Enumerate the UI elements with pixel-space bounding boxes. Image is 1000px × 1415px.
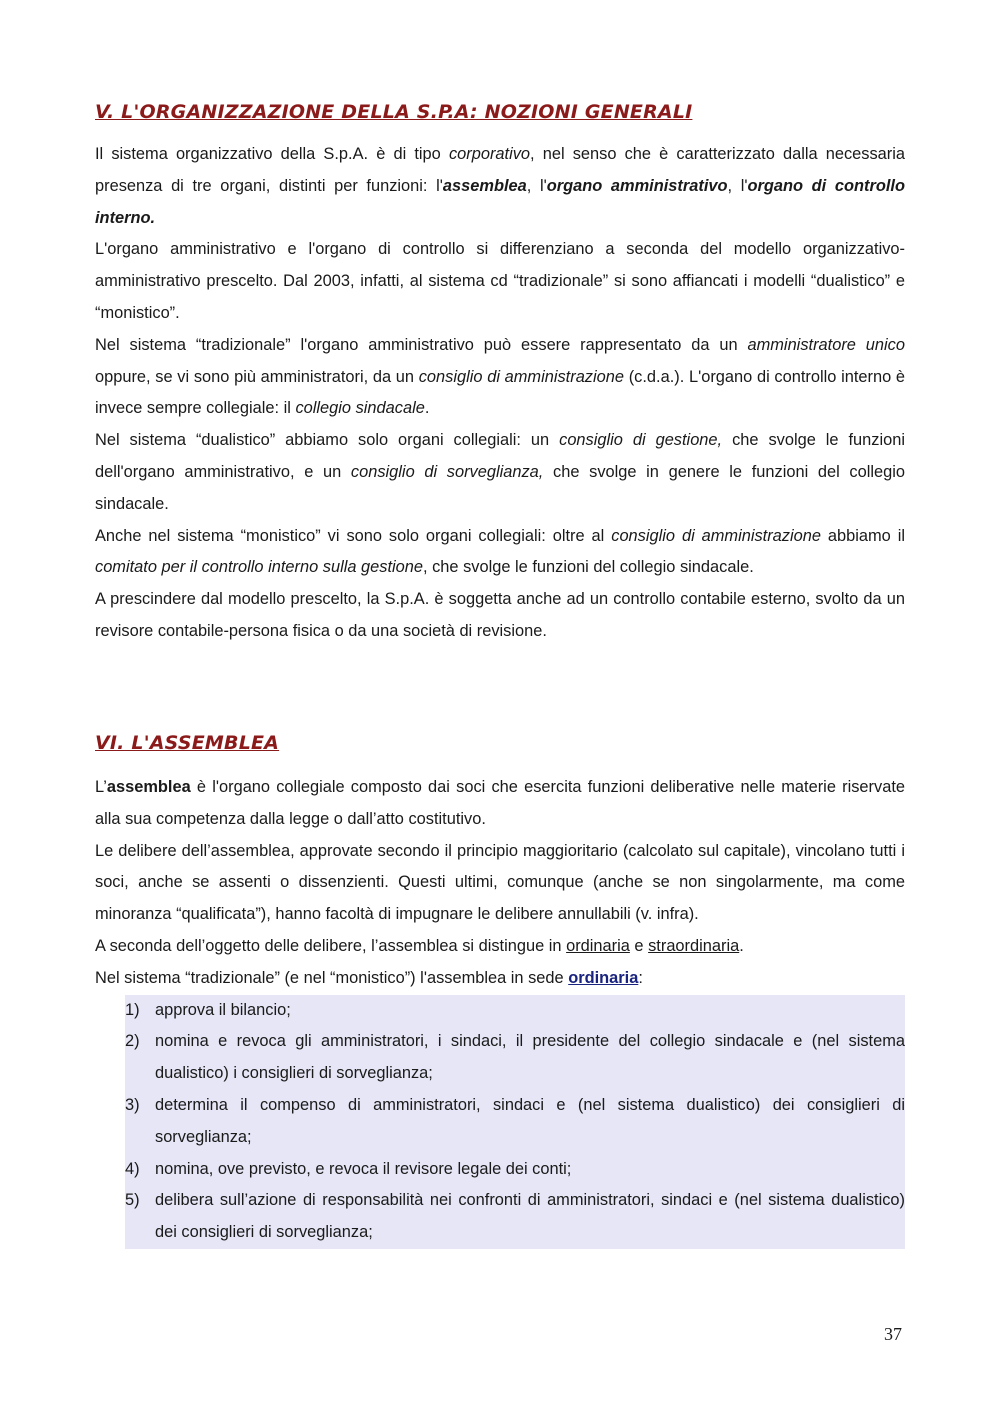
section-v-body (95, 139, 905, 648)
page-number: 37 (884, 1324, 902, 1344)
section-vi-body (95, 772, 905, 1249)
paragraph-delibere: Le delibere dell’assemblea, approvate secondo il principio maggioritario (calcolato sul capitale), vincolano tutti i soci, anche se assenti o dissenzienti. Questi ultimi, comunque (anche se non singolarmente, ma come minoranza “qualificata”), hanno facoltà di impugnare le delibere annullabili (v. infra). (95, 841, 905, 924)
list-item: 5) delibera sull’azione di responsabilità nei confronti di amministratori, sindaci e (nel sistema dualistico) dei consiglieri di sorveglianza; (125, 1185, 905, 1249)
competenze-list (95, 995, 905, 1249)
section-vi-heading: VI. L'ASSEMBLEA (95, 732, 280, 754)
straordinaria-term: straordinaria (648, 936, 740, 955)
paragraph-assemblea: L’assemblea è l'organo collegiale composto dai soci che esercita funzioni deliberative nelle materie riservate alla sua competenza dalla legge o dall’atto costitutivo. (95, 778, 905, 828)
paragraph-controllo-esterno: A prescindere dal modello prescelto, la S.p.A. è soggetta anche ad un controllo contabile esterno, svolto da un revisore contabile-persona fisica o da una società di revisione. (95, 590, 905, 640)
list-item: 3) determina il compenso di amministratori, sindaci e (nel sistema dualistico) dei consiglieri di sorveglianza; (125, 1090, 905, 1154)
section-v-heading: V. L'ORGANIZZAZIONE DELLA S.P.A: NOZIONI GENERALI (95, 101, 693, 123)
paragraph-sede-ordinaria: Nel sistema “tradizionale” (e nel “monistico”) l'assemblea in sede ordinaria: (95, 968, 643, 987)
paragraph-tradizionale: Nel sistema “tradizionale” l'organo amministrativo può essere rappresentato da un amministratore unico oppure, se vi sono più amministratori, da un consiglio di amministrazione (c.d.a.). L'organo di controllo interno è invece sempre collegiale: il collegio sindacale. (95, 335, 906, 418)
list-item: 2) nomina e revoca gli amministratori, i sindaci, il presidente del collegio sindacale e (nel sistema dualistico) i consiglieri di sorveglianza; (125, 1026, 905, 1090)
ordinaria-link[interactable]: ordinaria (568, 968, 639, 987)
list-item: 4) nomina, ove previsto, e revoca il revisore legale dei conti; (125, 1154, 905, 1186)
paragraph-organizzazione: Il sistema organizzativo della S.p.A. è di tipo corporativo, nel senso che è caratterizzato dalla necessaria presenza di tre organi, distinti per funzioni: l'assemblea, l'organo amministrativo, l'organo di controllo interno. (95, 145, 905, 227)
ordinaria-term: ordinaria (566, 936, 630, 955)
paragraph-monistico: Anche nel sistema “monistico” vi sono solo organi collegiali: oltre al consiglio di amministrazione abbiamo il comitato per il controllo interno sulla gestione, che svolge le funzioni del collegio sindacale. (95, 526, 905, 577)
list-item: 1) approva il bilancio; (125, 995, 905, 1027)
paragraph-modelli: L'organo amministrativo e l'organo di controllo si differenziano a seconda del modello organizzativo-amministrativo prescelto. Dal 2003, infatti, al sistema cd “tradizionale” si sono affiancati i modelli “dualistico” e “monistico”. (95, 240, 905, 322)
paragraph-distinzione: A seconda dell’oggetto delle delibere, l’assemblea si distingue in ordinaria e straordinaria. (95, 936, 744, 955)
paragraph-dualistico: Nel sistema “dualistico” abbiamo solo organi collegiali: un consiglio di gestione, che svolge le funzioni dell'organo amministrativo, e un consiglio di sorveglianza, che svolge in genere le funzioni del collegio sindacale. (95, 431, 905, 513)
